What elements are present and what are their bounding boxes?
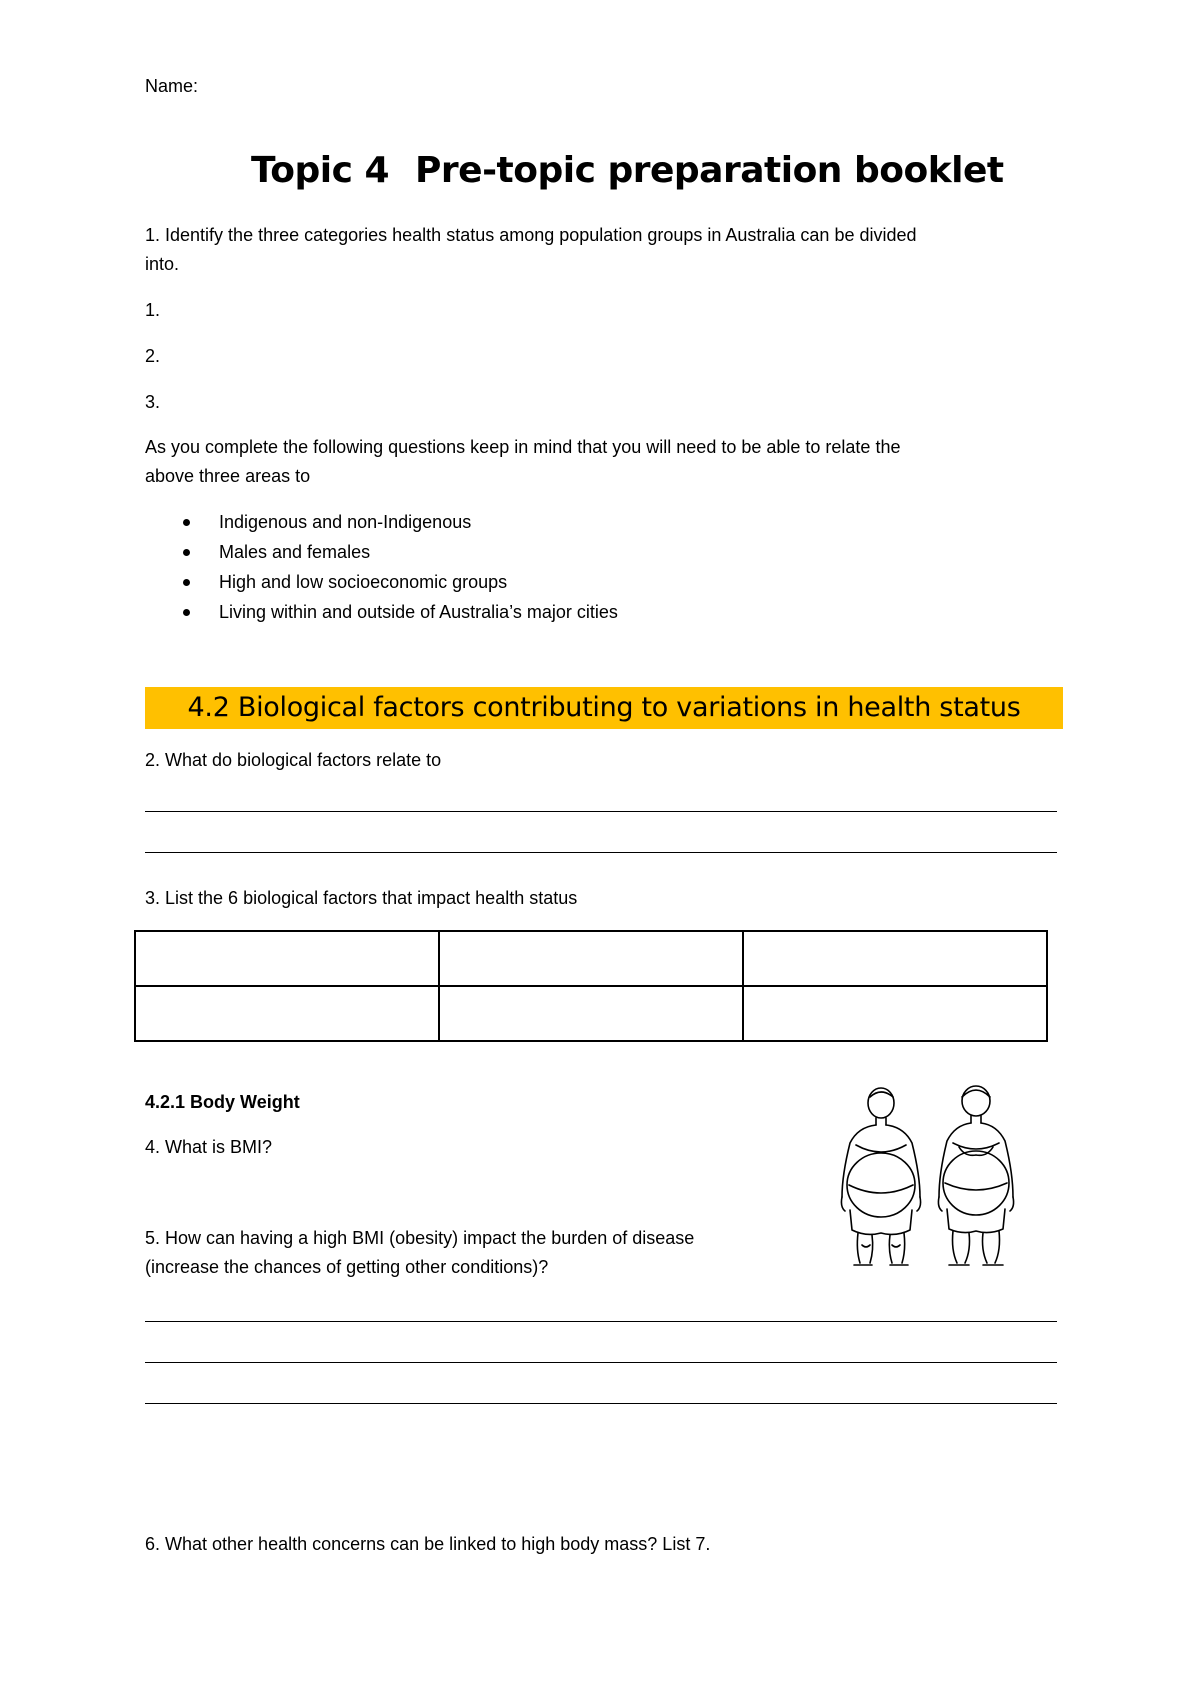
question-2-text: What do biological factors relate to — [160, 750, 442, 770]
question-5-line-2: (increase the chances of getting other conditions)? — [145, 1257, 549, 1277]
comparison-groups-list — [183, 507, 618, 627]
question-2 — [145, 750, 441, 771]
answer-line[interactable] — [145, 852, 1057, 853]
answer-line[interactable] — [145, 811, 1057, 812]
section-heading-banner: 4.2 Biological factors contributing to variations in health status — [145, 687, 1063, 729]
list-item: High and low socioeconomic groups — [183, 567, 618, 597]
question-1-number: 1. — [145, 225, 161, 245]
table-cell[interactable] — [439, 931, 743, 986]
question-5-number: 5. — [145, 1228, 161, 1248]
table-cell[interactable] — [439, 986, 743, 1041]
answer-line[interactable] — [145, 1321, 1057, 1322]
question-3-text: List the 6 biological factors that impact health status — [160, 888, 578, 908]
question-1-text: Identify the three categories health status among population groups in Australia can be divided — [160, 225, 917, 245]
question-6-number: 6. — [145, 1534, 161, 1554]
question-5-line-1 — [145, 1228, 694, 1249]
question-4 — [145, 1137, 272, 1158]
instructions-line-1: As you complete the following questions keep in mind that you will need to be able to relate the — [145, 437, 901, 457]
page-title — [251, 150, 1004, 191]
question-3 — [145, 888, 577, 909]
answer-line[interactable] — [145, 1362, 1057, 1363]
table-cell[interactable] — [743, 986, 1047, 1041]
question-6-text: What other health concerns can be linked to high body mass? List 7. — [160, 1534, 711, 1554]
question-4-text: What is BMI? — [160, 1137, 273, 1157]
question-2-number: 2. — [145, 750, 161, 770]
table-row — [135, 986, 1047, 1041]
biological-factors-table — [134, 930, 1048, 1042]
table-cell[interactable] — [135, 931, 439, 986]
instructions-line-2: above three areas to — [145, 466, 311, 486]
question-1-line-1 — [145, 225, 917, 246]
question-4-number: 4. — [145, 1137, 161, 1157]
obese-figures-illustration — [836, 1085, 1026, 1270]
question-3-number: 3. — [145, 888, 161, 908]
list-item: Males and females — [183, 537, 618, 567]
name-label: Name: — [145, 76, 199, 96]
question-6 — [145, 1534, 710, 1555]
list-item: Living within and outside of Australia’s major cities — [183, 597, 618, 627]
figure-left — [841, 1088, 920, 1265]
page-title-topic: Topic 4 — [251, 150, 390, 191]
answer-1-label: 1. — [145, 300, 161, 320]
list-item: Indigenous and non-Indigenous — [183, 507, 618, 537]
table-cell[interactable] — [743, 931, 1047, 986]
page-title-subtitle: Pre-topic preparation booklet — [415, 150, 1004, 191]
body-weight-heading: 4.2.1 Body Weight — [145, 1092, 300, 1112]
figure-right — [938, 1086, 1013, 1265]
answer-line[interactable] — [145, 1403, 1057, 1404]
question-5-text: How can having a high BMI (obesity) impact the burden of disease — [160, 1228, 695, 1248]
answer-2-label: 2. — [145, 346, 161, 366]
table-cell[interactable] — [135, 986, 439, 1041]
answer-3-label: 3. — [145, 392, 161, 412]
table-row — [135, 931, 1047, 986]
question-1-line-2: into. — [145, 254, 180, 274]
